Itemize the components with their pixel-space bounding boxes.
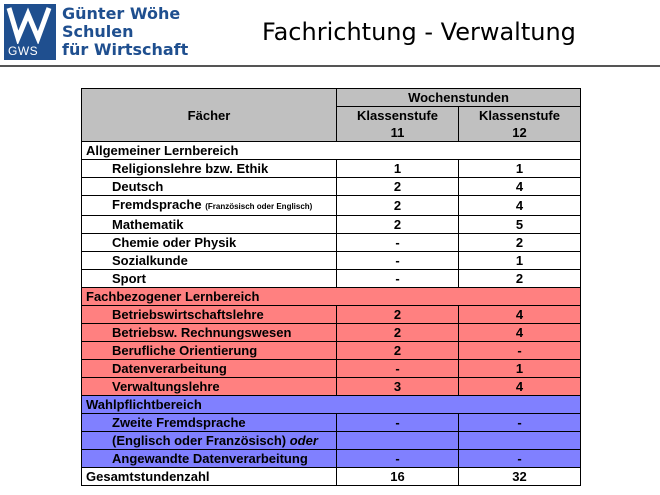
- table-row: [82, 160, 581, 178]
- hours-grade-11: -: [337, 270, 459, 288]
- subject-cell: [82, 216, 337, 234]
- hours-grade-12: -: [459, 450, 581, 468]
- subject-cell: [82, 160, 337, 178]
- section-header: [82, 142, 581, 160]
- section-title: Fachbezogener Lernbereich: [82, 288, 581, 306]
- subject-cell: [82, 324, 337, 342]
- hours-grade-11: -: [337, 450, 459, 468]
- hours-grade-12: 1: [459, 360, 581, 378]
- subject-name: Chemie oder Physik: [112, 235, 237, 250]
- subject-cell: [82, 178, 337, 196]
- subject-name: (Englisch oder Französisch): [112, 433, 287, 448]
- total-grade-11: 16: [337, 468, 459, 486]
- table-row: [82, 306, 581, 324]
- subject-cell: [82, 360, 337, 378]
- subject-cell: [82, 342, 337, 360]
- subject-name: Mathematik: [112, 217, 184, 232]
- hours-grade-12: 5: [459, 216, 581, 234]
- page-title: Fachrichtung - Verwaltung: [262, 18, 576, 46]
- section-title: Wahlpflichtbereich: [82, 396, 581, 414]
- header-grade-12-number: 12: [512, 125, 527, 140]
- subject-name: Sport: [112, 271, 146, 286]
- header-subjects: Fächer: [82, 89, 337, 142]
- subject-cell: [82, 432, 337, 450]
- hours-grade-11: 2: [337, 216, 459, 234]
- section-header: [82, 396, 581, 414]
- table-row: [82, 270, 581, 288]
- subject-name: Datenverarbeitung: [112, 361, 227, 376]
- table-row: [82, 432, 581, 450]
- hours-grade-12: -: [459, 414, 581, 432]
- table-row: [82, 196, 581, 216]
- subject-name: Deutsch: [112, 179, 164, 194]
- w-logo-icon: [4, 4, 56, 44]
- table-row: [82, 252, 581, 270]
- subject-cell: [82, 414, 337, 432]
- hours-grade-11: -: [337, 252, 459, 270]
- subject-name: Fremdsprache: [112, 197, 202, 212]
- header-grade-11-number: 11: [390, 125, 405, 140]
- hours-grade-12: -: [459, 342, 581, 360]
- subject-cell: [82, 252, 337, 270]
- gws-logo-mark: [4, 4, 56, 60]
- subject-name: Angewandte Datenverarbeitung: [112, 451, 308, 466]
- subject-name: Betriebsw. Rechnungswesen: [112, 325, 292, 340]
- subject-cell: [82, 306, 337, 324]
- header-grade-12: [459, 107, 581, 142]
- logo-wordmark: [62, 5, 188, 59]
- total-label: Gesamtstundenzahl: [82, 468, 337, 486]
- logo-line-1: Günter Wöhe: [62, 4, 181, 23]
- subject-note: (Französisch oder Englisch): [205, 202, 313, 211]
- total-grade-12: 32: [459, 468, 581, 486]
- table-row: [82, 234, 581, 252]
- hours-grade-12: 4: [459, 378, 581, 396]
- hours-grade-11: 2: [337, 324, 459, 342]
- school-logo: [4, 2, 204, 62]
- header-grade-11-label: Klassenstufe: [357, 108, 438, 123]
- hours-grade-11: -: [337, 234, 459, 252]
- hours-grade-11: 2: [337, 306, 459, 324]
- hours-grade-12: 4: [459, 324, 581, 342]
- subject-emphasis: oder: [289, 433, 318, 448]
- hours-grade-11: -: [337, 414, 459, 432]
- subject-cell: [82, 378, 337, 396]
- subject-cell: [82, 270, 337, 288]
- subject-cell: [82, 196, 337, 216]
- table-row: [82, 178, 581, 196]
- hours-grade-12: [459, 432, 581, 450]
- hours-grade-12: 1: [459, 160, 581, 178]
- hours-grade-12: 2: [459, 270, 581, 288]
- subject-cell: [82, 234, 337, 252]
- table-row: [82, 414, 581, 432]
- table-row: [82, 342, 581, 360]
- logo-line-3: für Wirtschaft: [62, 40, 189, 59]
- subject-name: Verwaltungslehre: [112, 379, 220, 394]
- header-grade-11: [337, 107, 459, 142]
- hours-grade-12: 4: [459, 306, 581, 324]
- title-divider: [0, 65, 660, 67]
- table-row: [82, 324, 581, 342]
- hours-grade-11: 2: [337, 178, 459, 196]
- hours-grade-11: 2: [337, 196, 459, 216]
- hours-grade-11: [337, 432, 459, 450]
- subject-name: Berufliche Orientierung: [112, 343, 258, 358]
- subject-cell: [82, 450, 337, 468]
- hours-grade-12: 2: [459, 234, 581, 252]
- table-row: [82, 360, 581, 378]
- hours-grade-11: 2: [337, 342, 459, 360]
- hours-grade-12: 4: [459, 196, 581, 216]
- subject-name: Betriebswirtschaftslehre: [112, 307, 264, 322]
- header-grade-12-label: Klassenstufe: [479, 108, 560, 123]
- hours-grade-11: 1: [337, 160, 459, 178]
- header-weekly-hours: Wochenstunden: [337, 89, 581, 107]
- hours-grade-11: -: [337, 360, 459, 378]
- table-row: [82, 450, 581, 468]
- total-row: [82, 468, 581, 486]
- hours-grade-12: 1: [459, 252, 581, 270]
- timetable: [81, 88, 581, 486]
- hours-grade-11: 3: [337, 378, 459, 396]
- hours-grade-12: 4: [459, 178, 581, 196]
- logo-line-2: Schulen: [62, 22, 134, 41]
- subject-name: Sozialkunde: [112, 253, 188, 268]
- subject-name: Zweite Fremdsprache: [112, 415, 246, 430]
- subject-name: Religionslehre bzw. Ethik: [112, 161, 269, 176]
- logo-mark-text: GWS: [8, 44, 39, 58]
- section-header: [82, 288, 581, 306]
- table-row: [82, 378, 581, 396]
- table-row: [82, 216, 581, 234]
- section-title: Allgemeiner Lernbereich: [82, 142, 581, 160]
